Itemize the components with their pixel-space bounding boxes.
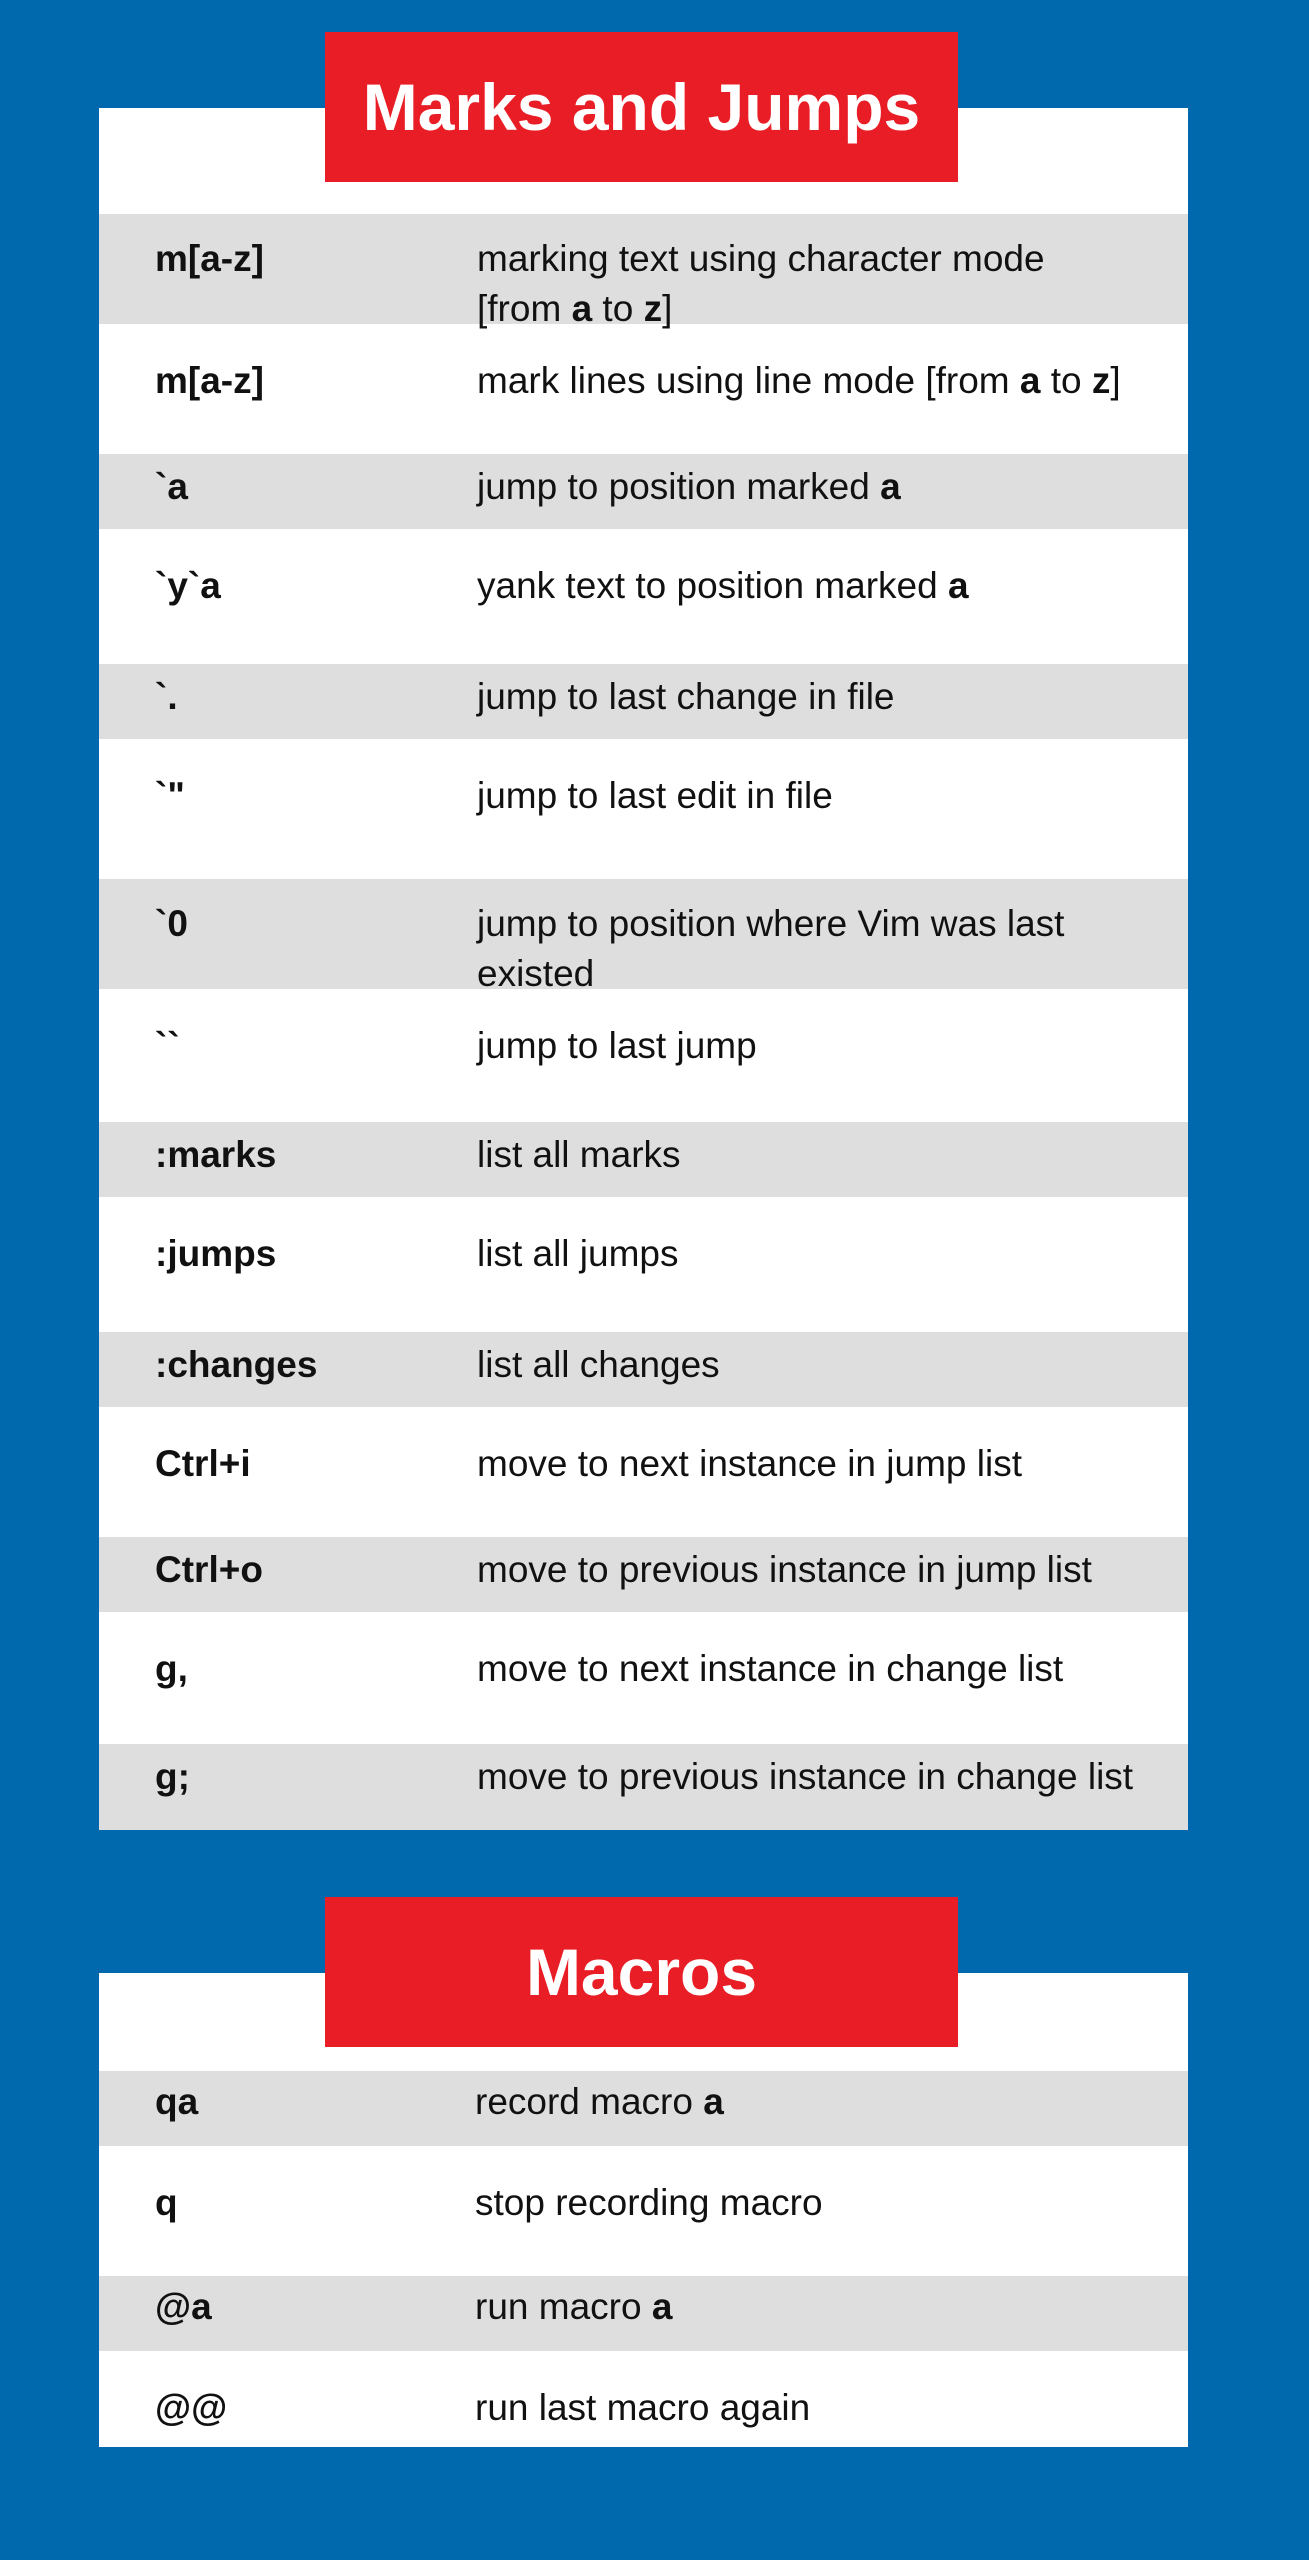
table-row (99, 1537, 1188, 1612)
table-row (99, 1612, 1188, 1742)
bold-letter: a (1019, 360, 1041, 401)
bold-letter: z (1091, 360, 1111, 401)
shortcut-key: `a (155, 466, 188, 507)
shortcut-key: `` (155, 1025, 180, 1066)
macros-section (99, 1897, 1188, 2447)
table-row (99, 989, 1188, 1119)
table-row (99, 2071, 1188, 2146)
shortcut-description: stop recording macro (475, 2182, 823, 2223)
table-row (99, 1122, 1188, 1197)
table-row (99, 1407, 1188, 1537)
shortcut-description: move to next instance in jump list (477, 1443, 1022, 1484)
shortcut-description: move to next instance in change list (477, 1648, 1064, 1689)
shortcut-description: yank text to position marked a (477, 565, 969, 606)
bold-letter: z (643, 288, 663, 329)
shortcut-key: `. (155, 676, 178, 717)
shortcut-description: jump to position marked a (477, 466, 901, 507)
shortcut-description: move to previous instance in change list (477, 1756, 1134, 1797)
shortcut-key: m[a-z] (155, 360, 264, 401)
bold-letter: a (651, 2286, 673, 2327)
macros-title: Macros (325, 1897, 958, 2047)
shortcut-key: `y`a (155, 565, 221, 606)
table-row (99, 2276, 1188, 2351)
table-row (99, 214, 1188, 329)
shortcut-description: marking text using character mode [from a to z] (477, 238, 1045, 329)
shortcut-key: m[a-z] (155, 238, 264, 279)
table-row (99, 324, 1188, 454)
table-row (99, 739, 1188, 879)
shortcut-description: list all marks (477, 1134, 681, 1175)
table-row (99, 529, 1188, 659)
shortcut-key: g; (155, 1756, 190, 1797)
shortcut-key: `0 (155, 903, 188, 944)
shortcut-description: jump to last edit in file (477, 775, 833, 816)
table-row (99, 1197, 1188, 1332)
shortcut-description: mark lines using line mode [from a to z] (477, 360, 1121, 401)
bold-letter: a (571, 288, 593, 329)
shortcut-key: g, (155, 1648, 188, 1689)
shortcut-description: list all changes (477, 1344, 720, 1385)
shortcut-key: Ctrl+o (155, 1549, 263, 1590)
shortcut-key: qa (155, 2081, 199, 2122)
shortcut-key: `" (155, 775, 185, 816)
table-row (99, 1332, 1188, 1407)
bold-letter: a (703, 2081, 724, 2122)
shortcut-key: Ctrl+i (155, 1443, 251, 1484)
bold-letter: a (947, 565, 969, 606)
table-row (99, 879, 1188, 994)
bold-letter: a (880, 466, 901, 507)
table-row (99, 2351, 1188, 2447)
shortcut-key: @a (155, 2286, 212, 2327)
marks-and-jumps-section (99, 32, 1188, 1832)
shortcut-key: q (155, 2182, 178, 2223)
shortcut-key: @@ (155, 2387, 228, 2428)
marks-and-jumps-title: Marks and Jumps (325, 32, 958, 182)
table-row (99, 2146, 1188, 2276)
shortcut-description: jump to position where Vim was last existed (477, 903, 1065, 994)
shortcut-key: :changes (155, 1344, 318, 1385)
shortcut-key: :jumps (155, 1233, 277, 1274)
shortcut-key: :marks (155, 1134, 277, 1175)
shortcut-description: run last macro again (475, 2387, 811, 2428)
shortcut-description: list all jumps (477, 1233, 679, 1274)
shortcut-description: move to previous instance in jump list (477, 1549, 1092, 1590)
shortcut-description: record macro a (475, 2081, 724, 2122)
shortcut-description: jump to last change in file (477, 676, 895, 717)
table-row (99, 454, 1188, 529)
table-row (99, 1744, 1188, 1830)
table-row (99, 664, 1188, 739)
shortcut-description: run macro a (475, 2286, 673, 2327)
shortcut-description: jump to last jump (477, 1025, 757, 1066)
